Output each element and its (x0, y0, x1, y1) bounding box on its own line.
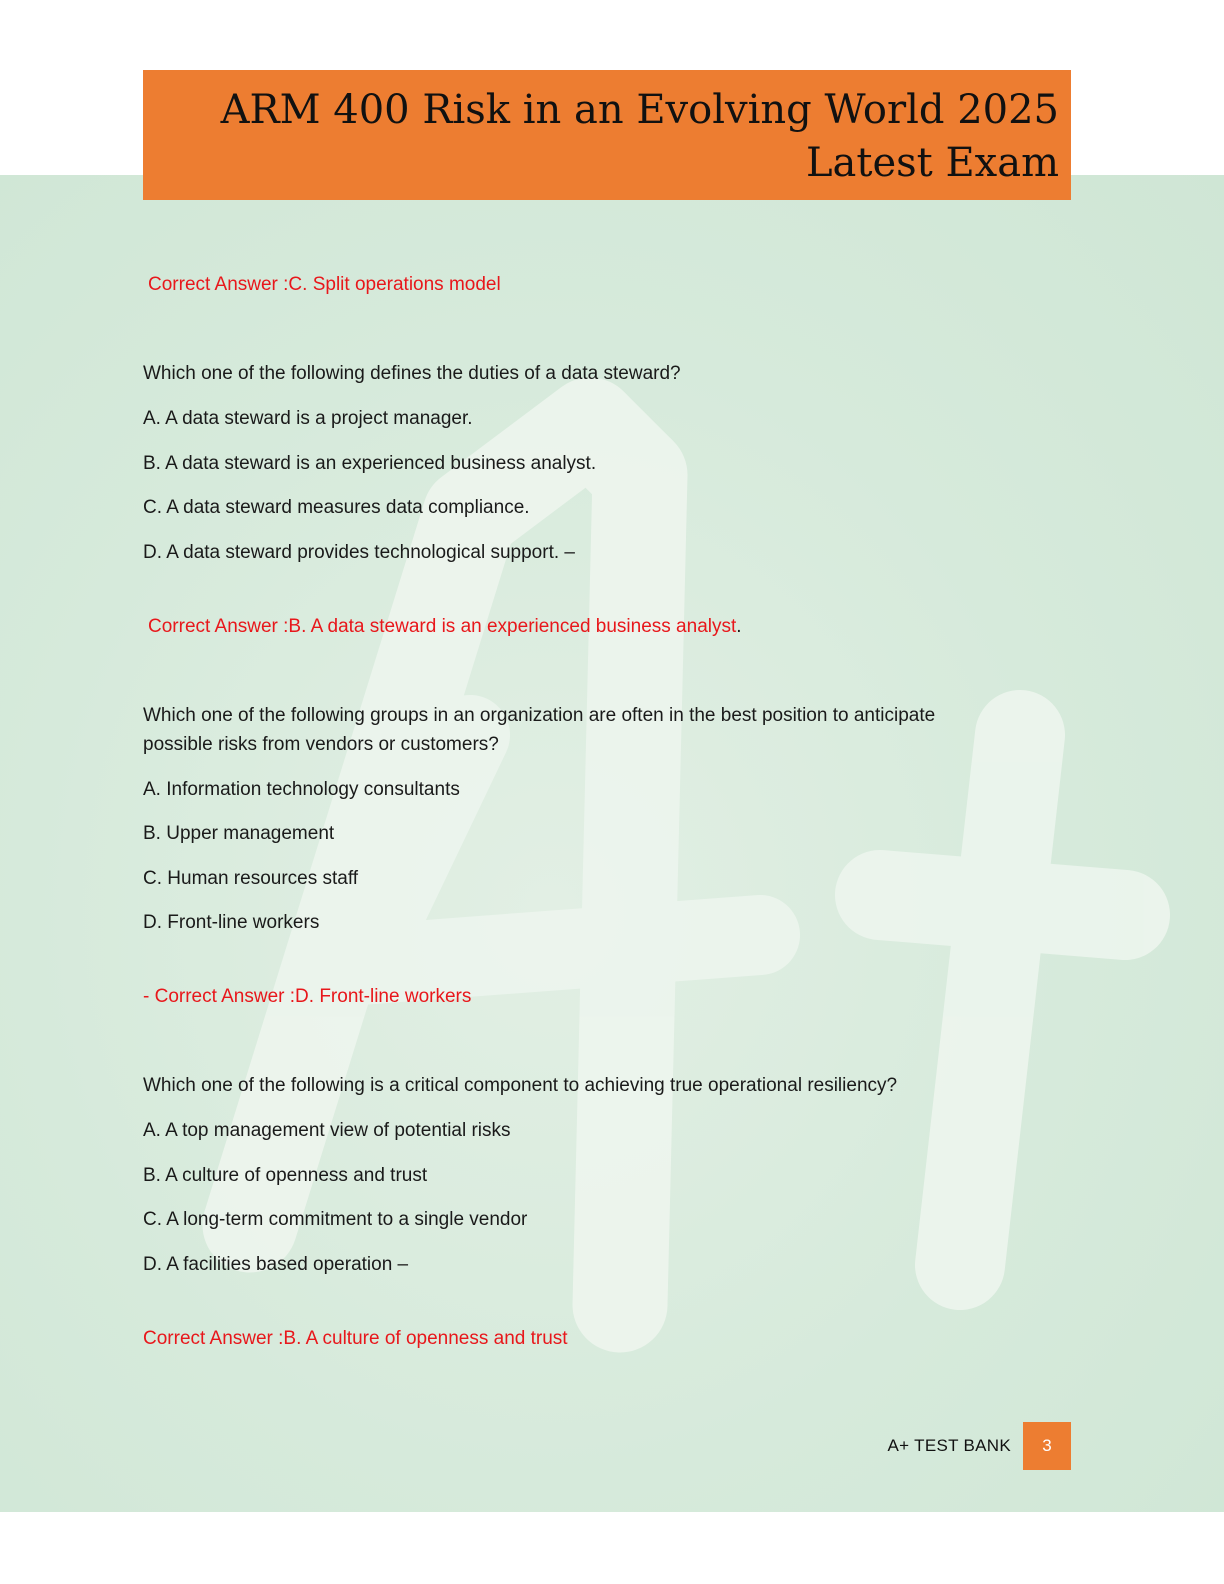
option-d: D. A data steward provides technological support. – (143, 541, 575, 563)
option-c: C. Human resources staff (143, 867, 359, 889)
footer-brand: A+ TEST BANK (887, 1436, 1011, 1455)
correct-answer: - Correct Answer :D. Front-line workers (143, 986, 472, 1007)
option-c: C. A long-term commitment to a single vendor (143, 1209, 528, 1230)
page-footer (888, 1422, 1071, 1470)
page-title-line-1: ARM 400 Risk in an Evolving World 2025 (220, 87, 1059, 133)
correct-answer (148, 612, 1043, 641)
option-d: D. Front-line workers (143, 912, 320, 933)
question-block-3 (143, 1071, 1043, 1353)
exam-content (143, 270, 1043, 1353)
question-text: Which one of the following is a critical component to achieving true operational resiliency? (143, 1075, 898, 1096)
option-d: D. A facilities based operation – (143, 1253, 409, 1275)
question-text: Which one of the following defines the duties of a data steward? (143, 363, 681, 384)
option-a: A. Information technology consultants (143, 778, 460, 800)
option-a: A. A data steward is a project manager. (143, 408, 473, 429)
page-title-line-2: Latest Exam (805, 140, 1059, 186)
correct-answer: Correct Answer :C. Split operations model (148, 274, 501, 295)
option-c: C. A data steward measures data compliance. (143, 497, 530, 518)
option-b: B. A culture of openness and trust (143, 1164, 428, 1186)
answer-period: . (736, 615, 742, 637)
correct-answer-text: Correct Answer :B. A data steward is an experienced business analyst (148, 615, 737, 637)
question-text-line-1: Which one of the following groups in an organization are often in the best position to anticipate (143, 704, 936, 726)
header-band (143, 70, 1071, 200)
correct-answer: Correct Answer :B. A culture of openness and trust (143, 1327, 568, 1349)
question-block-2 (143, 701, 1043, 1012)
option-b: B. Upper management (143, 823, 335, 844)
page-number: 3 (1023, 1422, 1071, 1470)
question-text-line-2: possible risks from vendors or customers? (143, 733, 499, 755)
option-a: A. A top management view of potential risks (143, 1120, 511, 1141)
question-block-1 (143, 359, 1043, 641)
option-b: B. A data steward is an experienced business analyst. (143, 452, 597, 474)
